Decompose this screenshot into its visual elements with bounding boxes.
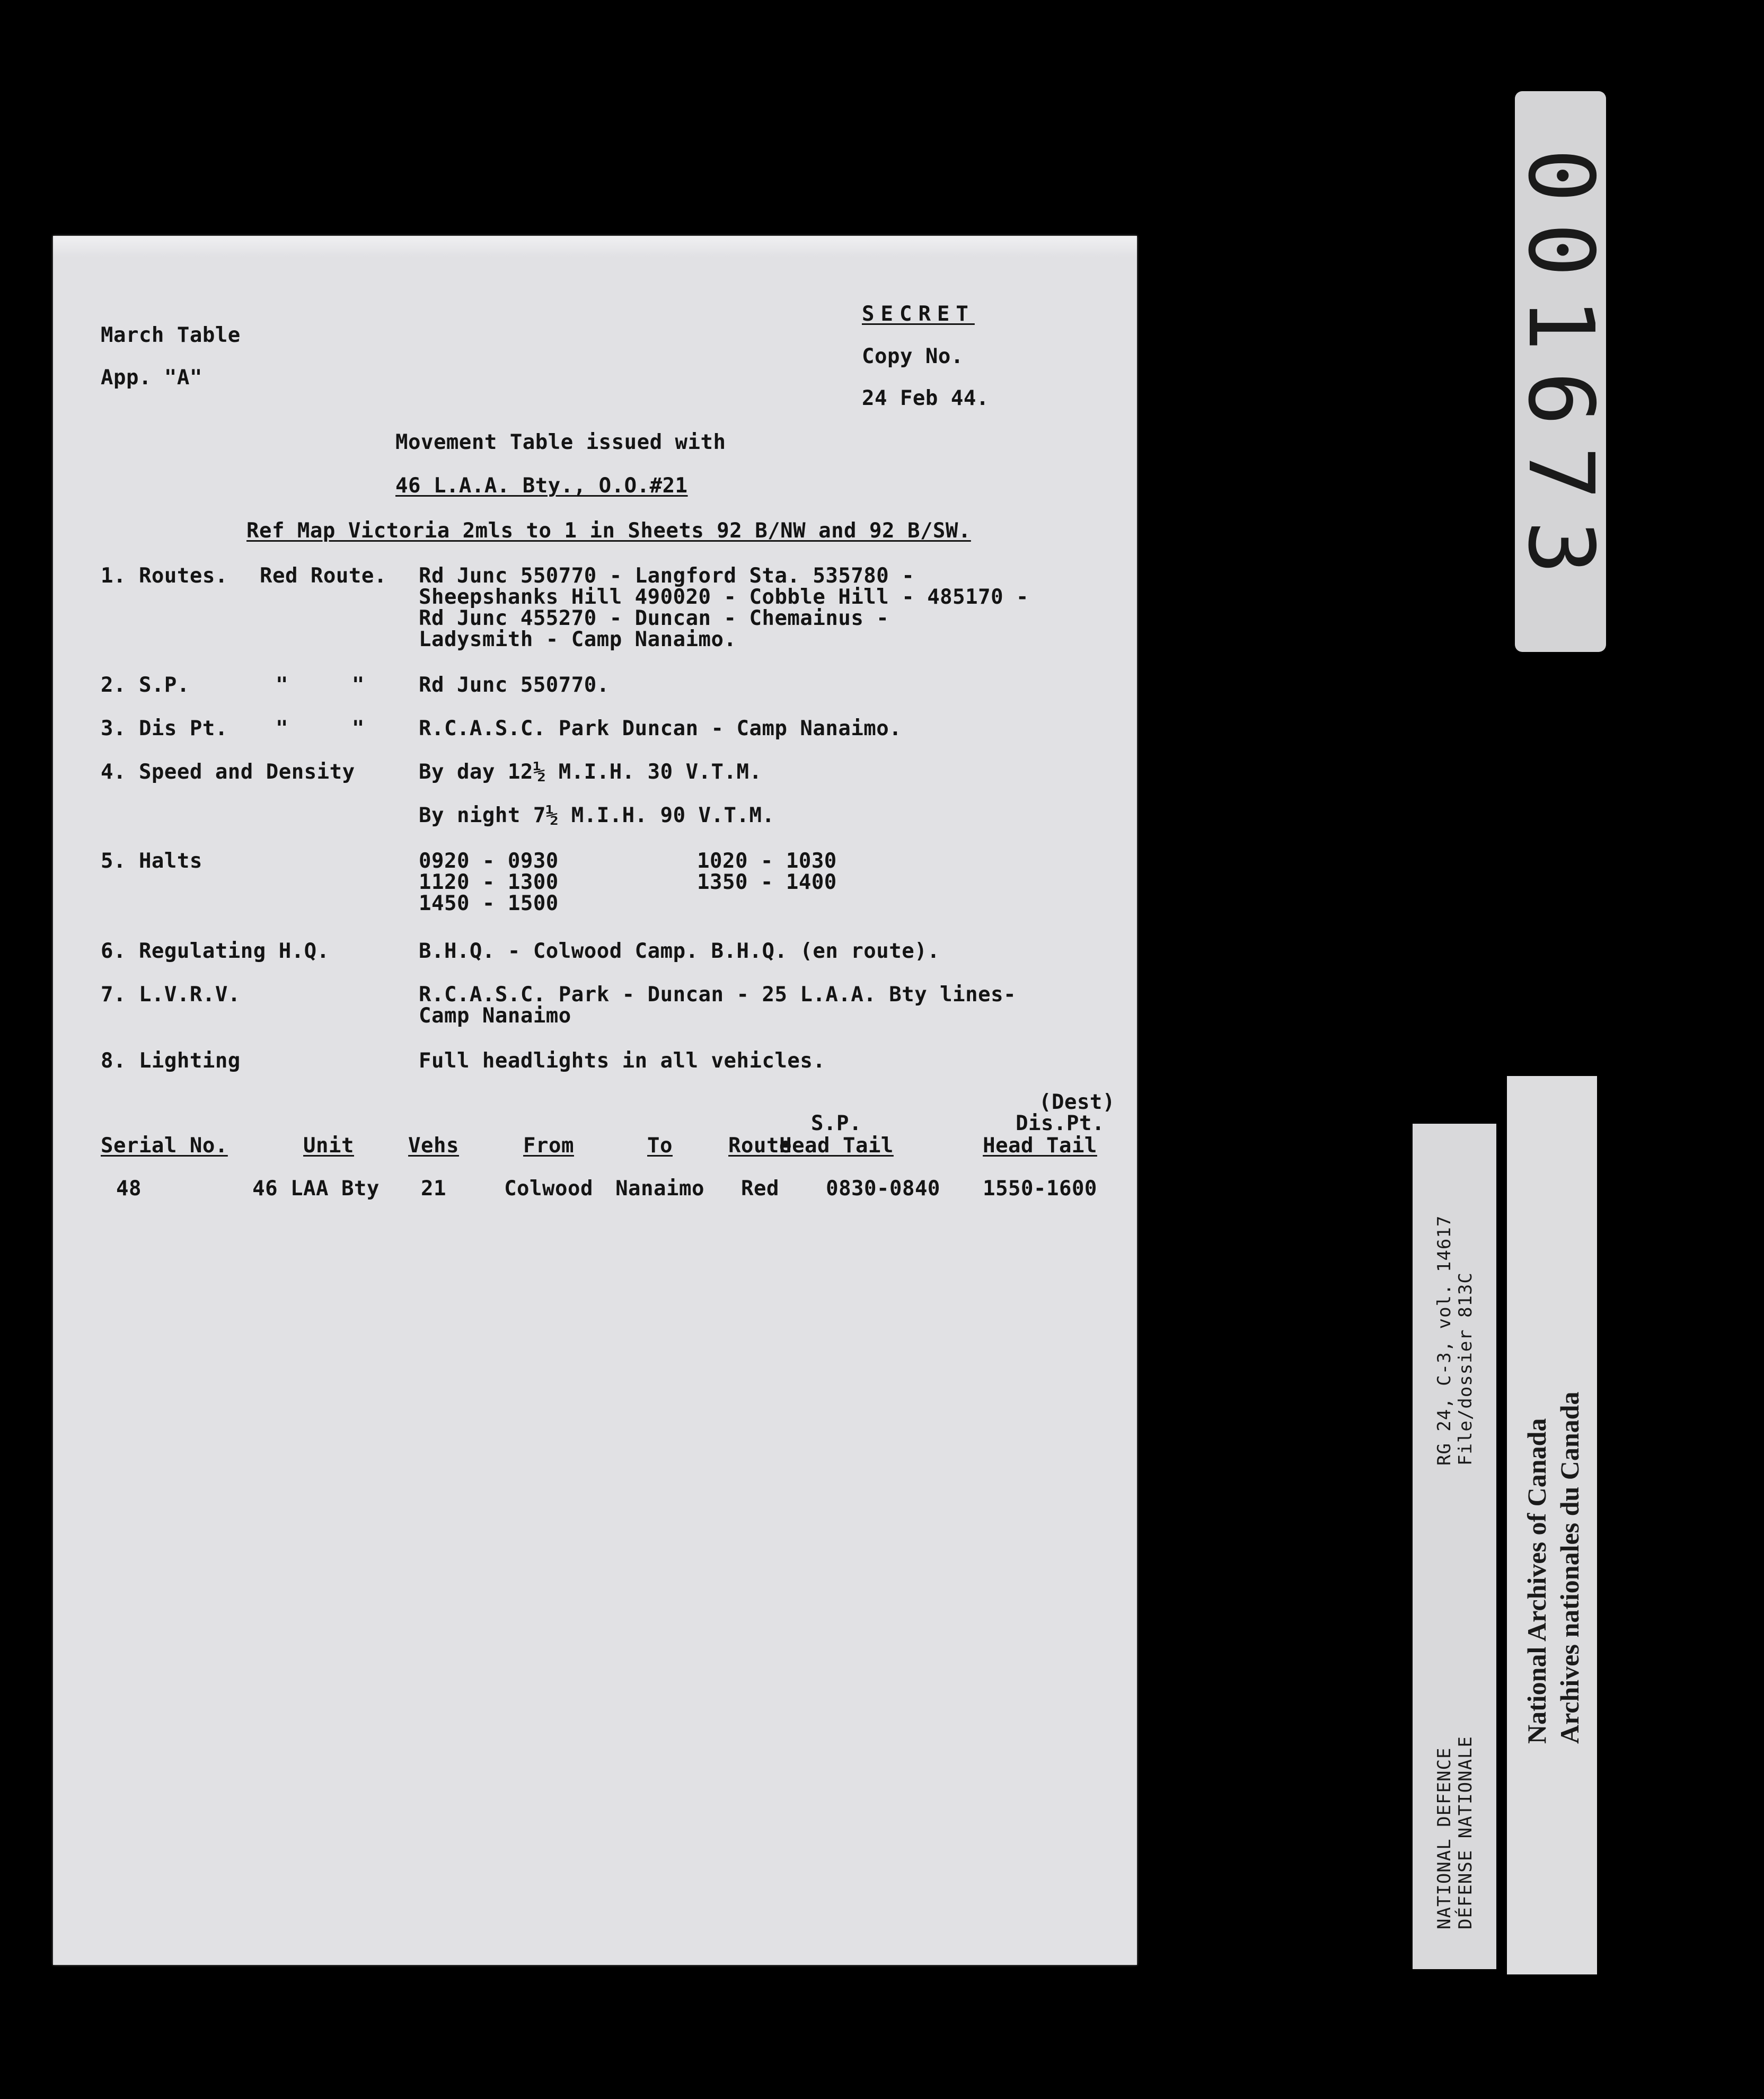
from-column-header: From — [523, 1134, 574, 1158]
document-date: 24 Feb 44. — [862, 386, 989, 410]
cell-vehs: 21 — [421, 1177, 446, 1201]
item-sp-label: 2. S.P. — [101, 673, 190, 697]
routes-line-3: Rd Junc 455270 - Duncan - Chemainus - — [419, 606, 889, 630]
cell-sp: 0830-0840 — [826, 1177, 940, 1201]
cell-to: Nanaimo — [615, 1177, 704, 1201]
to-column-header: To — [647, 1134, 673, 1158]
archives-name-french: Archives nationales du Canada — [1555, 1391, 1584, 1744]
halt-time: 1120 - 1300 — [419, 870, 559, 894]
classification-heading: SECRET — [862, 302, 975, 326]
item-dispt-value: R.C.A.S.C. Park Duncan - Camp Nanaimo. — [419, 717, 902, 740]
halt-time: 1020 - 1030 — [697, 849, 837, 873]
archives-name-english: National Archives of Canada — [1522, 1418, 1551, 1744]
cell-dispt: 1550-1600 — [983, 1177, 1097, 1201]
routes-line-1: Rd Junc 550770 - Langford Sta. 535780 - — [419, 564, 915, 588]
department-line-1: NATIONAL DEFENCE — [1434, 1747, 1455, 1929]
unit-column-header: Unit — [303, 1134, 354, 1158]
map-reference: Ref Map Victoria 2mls to 1 in Sheets 92 B/NW and 92 B/SW. — [246, 519, 971, 543]
department-line-2: DÉFENSE NATIONALE — [1455, 1736, 1476, 1929]
route-column-header: Route — [728, 1134, 792, 1158]
march-table-label: March Table — [101, 323, 241, 347]
item-regulating-label: 6. Regulating H.Q. — [101, 939, 330, 963]
sp-column-header: S.P. — [811, 1112, 862, 1135]
appendix-label: App. "A" — [101, 366, 202, 390]
document-page — [53, 236, 1137, 1965]
routes-line-2: Sheepshanks Hill 490020 - Cobble Hill - 485170 - — [419, 585, 1029, 609]
title-line-1: Movement Table issued with — [395, 430, 726, 454]
item-dispt-label: 3. Dis Pt. — [101, 717, 228, 740]
cell-from: Colwood — [504, 1177, 593, 1201]
dispt-column-header: Dis.Pt. — [1016, 1112, 1105, 1135]
halt-time: 1450 - 1500 — [419, 892, 559, 915]
item-routes-sub: Red Route. — [260, 564, 387, 588]
serial-column-header: Serial No. — [101, 1134, 228, 1158]
item-sp-value: Rd Junc 550770. — [419, 673, 610, 697]
file-reference-line-2: File/dossier 813C — [1455, 1272, 1476, 1466]
cell-unit: 46 LAA Bty — [252, 1177, 380, 1201]
archives-stamp — [1507, 1076, 1597, 1974]
sp-head-tail-header: Head Tail — [779, 1134, 894, 1158]
item-lvrv-label: 7. L.V.R.V. — [101, 983, 241, 1007]
item-lighting-value: Full headlights in all vehicles. — [419, 1049, 826, 1073]
file-reference-line-1: RG 24, C-3, vol. 14617 — [1434, 1215, 1455, 1466]
dest-header: (Dest) — [1039, 1090, 1115, 1114]
sheet-number-label — [1508, 91, 1613, 652]
item-dispt-ditto: " " — [276, 717, 365, 740]
lvrv-line-1: R.C.A.S.C. Park - Duncan - 25 L.A.A. Bty lines- — [419, 983, 1017, 1007]
item-routes-label: 1. Routes. — [101, 564, 228, 588]
speed-by-night: By night 7½ M.I.H. 90 V.T.M. — [419, 804, 775, 827]
item-lighting-label: 8. Lighting — [101, 1049, 241, 1073]
item-sp-ditto: " " — [276, 673, 365, 697]
routes-line-4: Ladysmith - Camp Nanaimo. — [419, 628, 737, 651]
copy-number-label: Copy No. — [862, 345, 964, 368]
halt-time: 1350 - 1400 — [697, 870, 837, 894]
file-reference-stamp — [1413, 1124, 1496, 1969]
title-line-2: 46 L.A.A. Bty., O.O.#21 — [395, 474, 688, 498]
speed-by-day: By day 12½ M.I.H. 30 V.T.M. — [419, 760, 762, 784]
item-speed-label: 4. Speed and Density — [101, 760, 355, 784]
lvrv-line-2: Camp Nanaimo — [419, 1004, 571, 1028]
cell-route: Red — [741, 1177, 779, 1201]
dispt-head-tail-header: Head Tail — [983, 1134, 1097, 1158]
sheet-number: 001673 — [1508, 148, 1613, 595]
cell-serial: 48 — [116, 1177, 142, 1201]
halt-time: 0920 - 0930 — [419, 849, 559, 873]
item-halts-label: 5. Halts — [101, 849, 202, 873]
item-regulating-value: B.H.Q. - Colwood Camp. B.H.Q. (en route). — [419, 939, 940, 963]
vehs-column-header: Vehs — [408, 1134, 459, 1158]
